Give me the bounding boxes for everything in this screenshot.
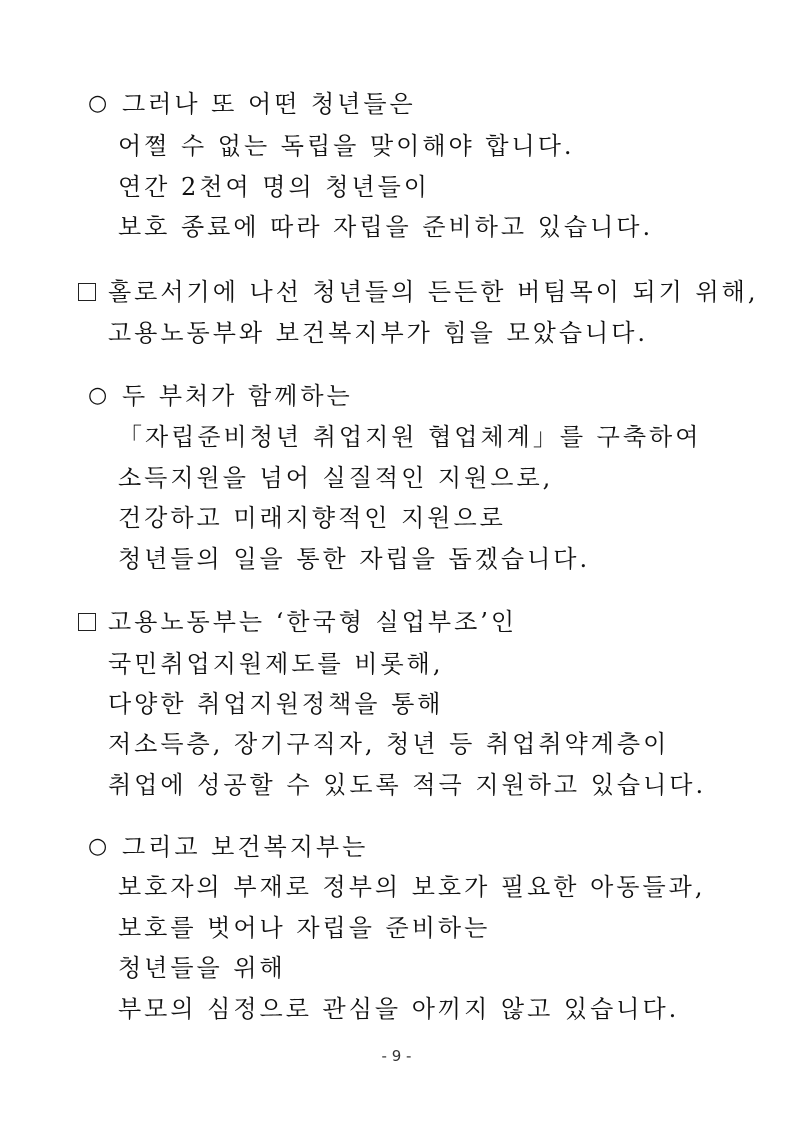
checkbox-square-icon: [78, 283, 96, 301]
paragraph-line: 국민취업지원제도를 비롯해,: [108, 650, 444, 678]
checkbox-square-icon: [78, 613, 96, 631]
paragraph-line: 그러나 또 어떤 청년들은: [122, 90, 416, 118]
paragraph-line: 다양한 취업지원정책을 통해: [108, 690, 444, 718]
paragraph-line: 취업에 성공할 수 있도록 적극 지원하고 있습니다.: [108, 771, 707, 799]
circle-bullet-icon: ○: [88, 834, 108, 859]
paragraph-line: 고용노동부는 ‘한국형 실업부조’인: [108, 608, 518, 636]
circle-bullet-icon: ○: [88, 383, 108, 408]
paragraph-line: 보호 종료에 따라 자립을 준비하고 있습니다.: [118, 213, 654, 241]
paragraph-line: 보호를 벗어나 자립을 준비하는: [118, 914, 491, 942]
circle-bullet-icon: ○: [88, 91, 108, 116]
paragraph-line: 그리고 보건복지부는: [122, 833, 369, 861]
paragraph-line: 부모의 심정으로 관심을 아끼지 않고 있습니다.: [118, 995, 680, 1023]
paragraph-line: 소득지원을 넘어 실질적인 지원으로,: [118, 464, 554, 492]
paragraph-line: 건강하고 미래지향적인 지원으로: [118, 504, 506, 532]
paragraph-line: 「자립준비청년 취업지원 협업체계」를 구축하여: [118, 423, 702, 451]
paragraph-line: 두 부처가 함께하는: [122, 382, 353, 410]
paragraph-line: 연간 2천여 명의 청년들이: [118, 173, 430, 201]
page-number: - 9 -: [381, 1047, 412, 1065]
paragraph-line: 홀로서기에 나선 청년들의 든든한 버팀목이 되기 위해,: [108, 278, 759, 306]
paragraph-line: 어쩔 수 없는 독립을 맞이해야 합니다.: [118, 132, 575, 160]
paragraph-line: 청년들을 위해: [118, 954, 286, 982]
paragraph-line: 저소득층, 장기구직자, 청년 등 취업취약계층이: [108, 730, 670, 758]
paragraph-line: 보호자의 부재로 정부의 보호가 필요한 아동들과,: [118, 873, 706, 901]
paragraph-line: 고용노동부와 보건복지부가 힘을 모았습니다.: [108, 319, 649, 347]
paragraph-line: 청년들의 일을 통한 자립을 돕겠습니다.: [118, 545, 591, 573]
